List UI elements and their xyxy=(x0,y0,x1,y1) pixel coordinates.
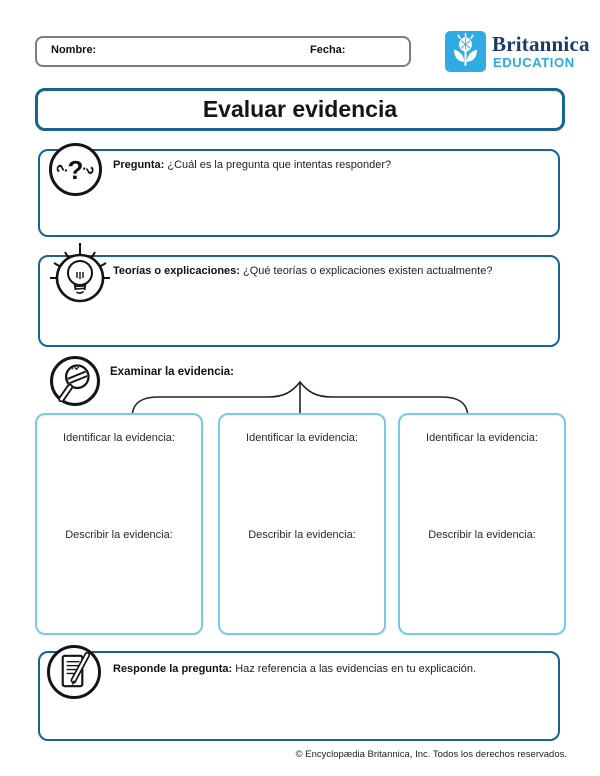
evidence-1-identify-area[interactable] xyxy=(43,449,195,523)
pregunta-prompt xyxy=(113,159,391,171)
question-icon xyxy=(49,143,102,196)
evidence-3-identify-area[interactable] xyxy=(406,449,558,523)
question-glyph: ? xyxy=(78,163,98,176)
britannica-logo xyxy=(445,31,486,72)
brand-division: EDUCATION xyxy=(493,55,575,70)
examinar-label: Examinar la evidencia: xyxy=(110,366,235,378)
page-title: Evaluar evidencia xyxy=(202,96,398,122)
describe-label: Describir la evidencia: xyxy=(65,529,173,541)
brand-wordmark: Britannica xyxy=(492,32,590,56)
pregunta-label: Pregunta: xyxy=(113,159,165,171)
pregunta-answer-area[interactable] xyxy=(46,179,546,229)
responde-answer-area[interactable] xyxy=(46,683,546,733)
teorias-prompt xyxy=(113,265,492,277)
thistle-icon xyxy=(445,31,486,72)
lightbulb-icon xyxy=(48,240,112,312)
identify-label: Identificar la evidencia: xyxy=(426,432,538,444)
identify-label: Identificar la evidencia: xyxy=(246,432,358,444)
teorias-answer-area[interactable] xyxy=(46,287,546,339)
evidence-box-1 xyxy=(35,413,203,635)
question-glyph: ? xyxy=(53,162,73,176)
name-date-field xyxy=(35,36,411,67)
question-glyph: ? xyxy=(67,154,84,185)
evidence-box-2 xyxy=(218,413,386,635)
note-pencil-icon xyxy=(47,645,101,699)
responde-prompt xyxy=(113,663,476,675)
name-label: Nombre: xyxy=(51,44,97,56)
describe-label: Describir la evidencia: xyxy=(428,529,536,541)
describe-label: Describir la evidencia: xyxy=(248,529,356,541)
teorias-label: Teorías o explicaciones: xyxy=(113,265,240,277)
magnifier-icon xyxy=(50,356,100,406)
evidence-3-describe-area[interactable] xyxy=(406,547,558,627)
date-input[interactable] xyxy=(352,40,406,62)
identify-label: Identificar la evidencia: xyxy=(63,432,175,444)
responde-label: Responde la pregunta: xyxy=(113,663,233,675)
evidence-1-describe-area[interactable] xyxy=(43,547,195,627)
worksheet-title-box xyxy=(35,88,565,131)
date-label: Fecha: xyxy=(310,44,346,56)
evidence-2-describe-area[interactable] xyxy=(226,547,378,627)
evidence-box-3 xyxy=(398,413,566,635)
responde-instruction: Haz referencia a las evidencias en tu explicación. xyxy=(235,663,477,675)
teorias-question: ¿Qué teorías o explicaciones existen actualmente? xyxy=(242,265,493,277)
copyright-text: © Encyclopædia Britannica, Inc. Todos los derechos reservados. xyxy=(295,749,567,760)
pregunta-question: ¿Cuál es la pregunta que intentas responder? xyxy=(167,159,392,171)
evidence-2-identify-area[interactable] xyxy=(226,449,378,523)
name-input[interactable] xyxy=(107,40,297,62)
